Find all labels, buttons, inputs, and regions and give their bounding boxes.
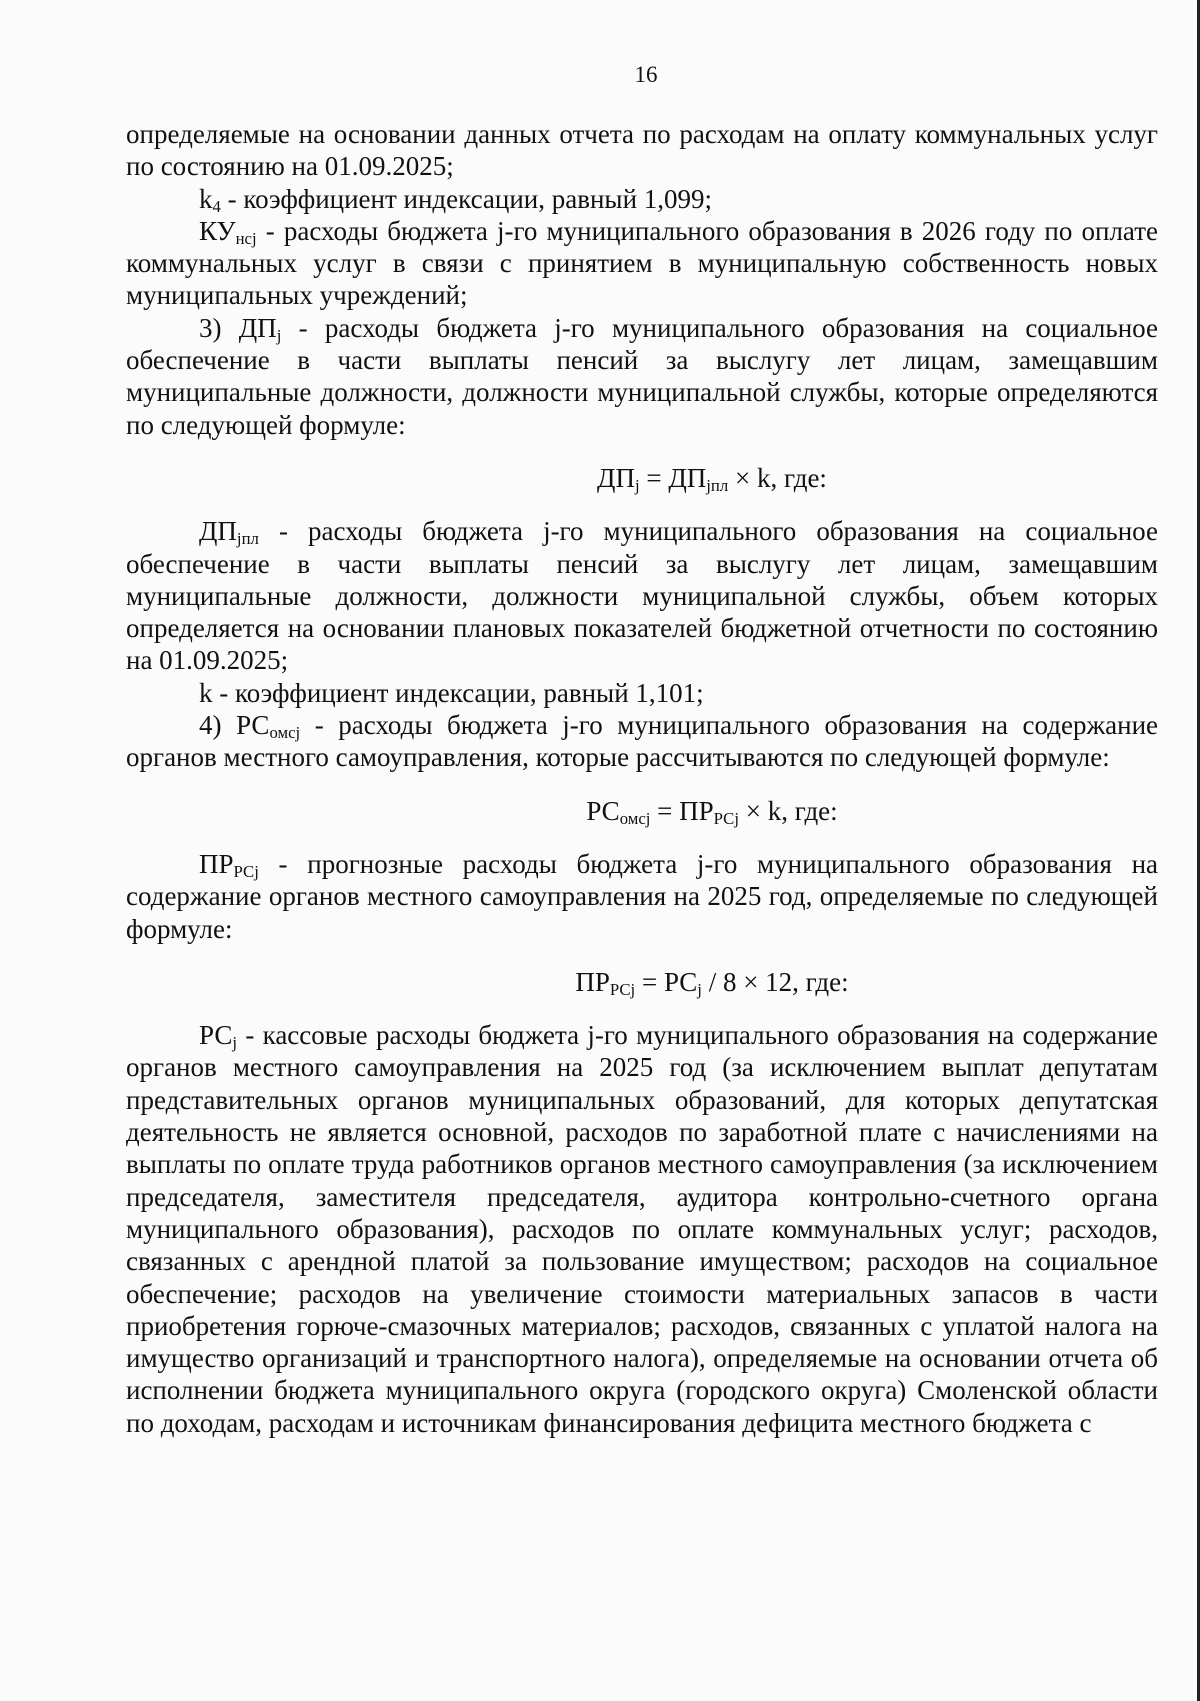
formula (126, 966, 1158, 998)
list-number: 4) (199, 710, 237, 741)
paragraph-text: определяемые на основании данных отчета по расходам на оплату коммунальных услуг по состоянию на 01.09.2025; (126, 119, 1158, 182)
paragraph-text: - расходы бюджета j-го муниципального образования на социальное обеспечение в части выплаты пенсий за выслугу лет лицам, замещавшим муниципальные должности, должности муниципальной службы, которые определяются по следующей формуле: (126, 312, 1158, 440)
paragraph (126, 215, 1158, 312)
formula-subscript: j (634, 476, 640, 496)
formula-subscript: j (697, 980, 702, 999)
page-number: 16 (634, 62, 658, 87)
formula-operator: = (635, 966, 664, 997)
symbol-subscript: jпл (236, 529, 259, 549)
symbol-subscript: нсj (235, 229, 257, 249)
paragraph-text: - прогнозные расходы бюджета j-го муниципального образования на содержание органов местного самоуправления на 2025 год, определяемые по следующей формуле: (126, 848, 1158, 944)
formula (126, 795, 1158, 827)
paragraph-text: - расходы бюджета j-го муниципального образования в 2026 году по оплате коммунальных услуг в связи с принятием в муниципальную собственность новых муниципальных учреждений; (126, 215, 1158, 311)
paragraph-text: - расходы бюджета j-го муниципального образования на социальное обеспечение в части выплаты пенсий за выслугу лет лицам, замещавшим муниципальные должности, должности муниципальной службы, объем которых определяется на основании плановых показателей бюджетной отчетности по состоянию на 01.09.2025; (126, 516, 1158, 676)
paragraph (126, 709, 1158, 774)
paragraph (126, 848, 1158, 945)
formula (126, 462, 1158, 494)
formula-term: ДП (668, 462, 707, 493)
paragraph (126, 118, 1158, 183)
symbol-subscript: 4 (212, 196, 221, 216)
symbol-subscript: j (276, 325, 282, 345)
symbol: КУ (199, 215, 236, 246)
formula-subscript: jпл (706, 476, 729, 496)
paragraph (126, 515, 1158, 676)
formula-rest: × k, где: (728, 462, 827, 493)
formula-rest: × k, где: (738, 795, 838, 826)
symbol: РС (199, 1020, 233, 1051)
formula-term: РС (586, 795, 620, 826)
formula-term: ДП (597, 462, 635, 493)
symbol: ДП (199, 516, 237, 547)
formula-operator: = (639, 462, 669, 493)
paragraph-text: - кассовые расходы бюджета j-го муниципального образования на содержание органов местного самоуправления на 2025 год (за исключением выплат депутатам представительных органов муниципальных образований, для которых депутатская деятельность не является основной, расходов по заработной плате с начислениями на выплаты по оплате труда работников органов местного самоуправления (за исключением председателя, заместителя председателя, аудитора контрольно-счетного органа муниципального образования), расходов по оплате коммунальных услуг; расходов, связанных с арендной платой за пользование имуществом; расходов на социальное обеспечение; расходов на увеличение стоимости материальных запасов в части приобретения горюче-смазочных материалов; расходов, связанных с уплатой налога на имущество организаций и транспортного налога), определяемые на основании отчета об исполнении бюджета муниципального округа (городского округа) Смоленской области по доходам, расходам и источникам финансирования дефицита местного бюджета с (126, 1020, 1158, 1438)
paragraph (126, 1019, 1158, 1439)
symbol-subscript: омсj (269, 723, 301, 743)
formula-term: ПР (575, 966, 610, 997)
paragraph (126, 677, 1158, 709)
formula-term: РС (663, 966, 698, 997)
symbol: ДП (238, 312, 277, 343)
paragraph-text: - коэффициент индексации, равный 1,099; (220, 183, 713, 214)
paragraph-text: k - коэффициент индексации, равный 1,101; (199, 677, 704, 708)
formula-operator: = (650, 795, 680, 826)
symbol: РС (236, 710, 270, 741)
formula-term: ПР (679, 795, 714, 826)
paragraph (126, 183, 1158, 215)
paragraph-text: - расходы бюджета j-го муниципального образования на содержание органов местного самоуправления, которые рассчитываются по следующей формуле: (126, 710, 1159, 773)
symbol: ПР (199, 848, 234, 879)
list-number: 3) (199, 312, 239, 343)
formula-rest: / 8 × 12, где: (701, 966, 849, 997)
formula-subscript: РСj (609, 980, 636, 999)
symbol-subscript: j (232, 1033, 238, 1053)
document-body (126, 118, 1158, 1439)
symbol: k (199, 183, 213, 214)
paragraph (126, 312, 1158, 441)
formula-subscript: РСj (713, 808, 739, 828)
formula-subscript: омсj (619, 808, 651, 828)
symbol-subscript: РСj (233, 862, 259, 882)
